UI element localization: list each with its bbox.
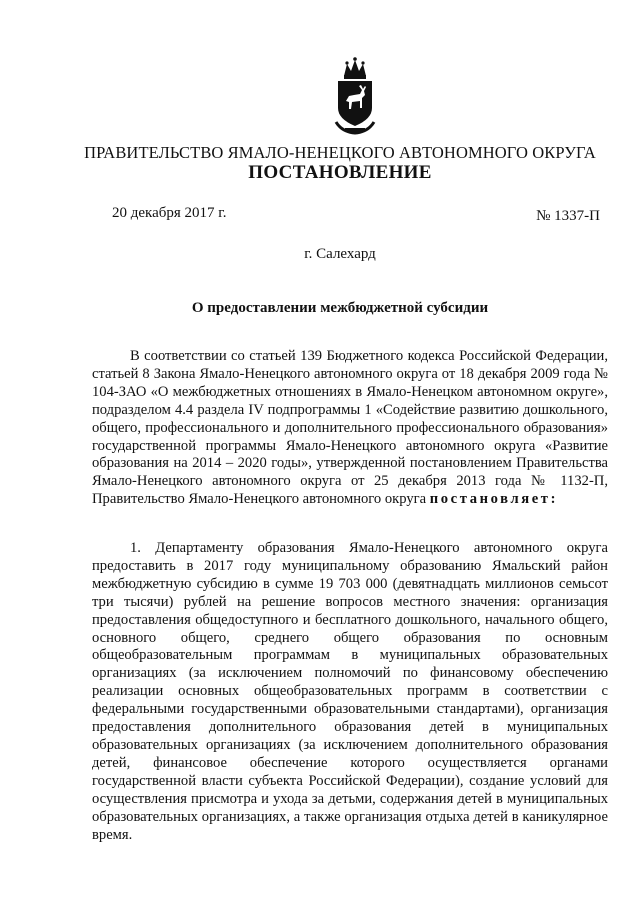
coat-of-arms-icon bbox=[330, 56, 380, 136]
document-city: г. Салехард bbox=[304, 246, 376, 262]
document-number: № 1337-П bbox=[536, 208, 600, 224]
preamble-text: В соответствии со статьей 139 Бюджетного кодекса Российской Федерации, статьей 8 Закона Ямало-Ненецкого автономного округа от 18 декабря 2009 года № 104-ЗАО «О межбюджетных отношениях в Ямало-Ненецком автономном округе», подразделом 4.4 раздела IV подпрограммы 1 «Содействие развитию дошкольного, общего, профессионального и дополнительного профессионального образования» государственной программы Ямало-Ненецкого автономного округа «Развитие образования на 2014 – 2020 годы», утвержденной постановлением Правительства Ямало-Ненецкого автономного округа от 25 декабря 2013 года № 1132-П, Правительство Ямало-Ненецкого автономного округа bbox=[92, 348, 608, 508]
document-type: ПОСТАНОВЛЕНИЕ bbox=[248, 162, 432, 183]
resolve-word: постановляет: bbox=[429, 491, 559, 508]
organization-name: ПРАВИТЕЛЬСТВО ЯМАЛО-НЕНЕЦКОГО АВТОНОМНОГО ОКРУГА bbox=[84, 143, 596, 162]
clause-1-paragraph: 1. Департаменту образования Ямало-Ненецкого автономного округа предоставить в 2017 году муниципальному образованию Ямальский район межбюджетную субсидию в сумме 19 703 000 (девятнадцать миллионов семьсот три тысячи) рублей на решение вопросов местного значения: организация предоставления общедоступного и бесплатного дошкольного, начального общего, основного общего, среднего общего образования по основным общеобразовательным программам в муниципальных образовательных организациях (за исключением полномочий по финансовому обеспечению реализации основных общеобразовательных программ в соответствии с федеральными государственными образовательными стандартами), организация предоставления дополнительного образования детей в муниципальных образовательных организациях (за исключением дополнительного образования детей, финансовое обеспечение которого осуществляется органами государственной власти субъекта Российской Федерации), создание условий для осуществления присмотра и ухода за детьми, содержания детей в муниципальных образовательных организациях, а также организация отдыха детей в каникулярное время. bbox=[92, 540, 608, 843]
document-date: 20 декабря 2017 г. bbox=[112, 205, 227, 221]
preamble-paragraph bbox=[92, 348, 608, 509]
document-title: О предоставлении межбюджетной субсидии bbox=[191, 300, 489, 316]
